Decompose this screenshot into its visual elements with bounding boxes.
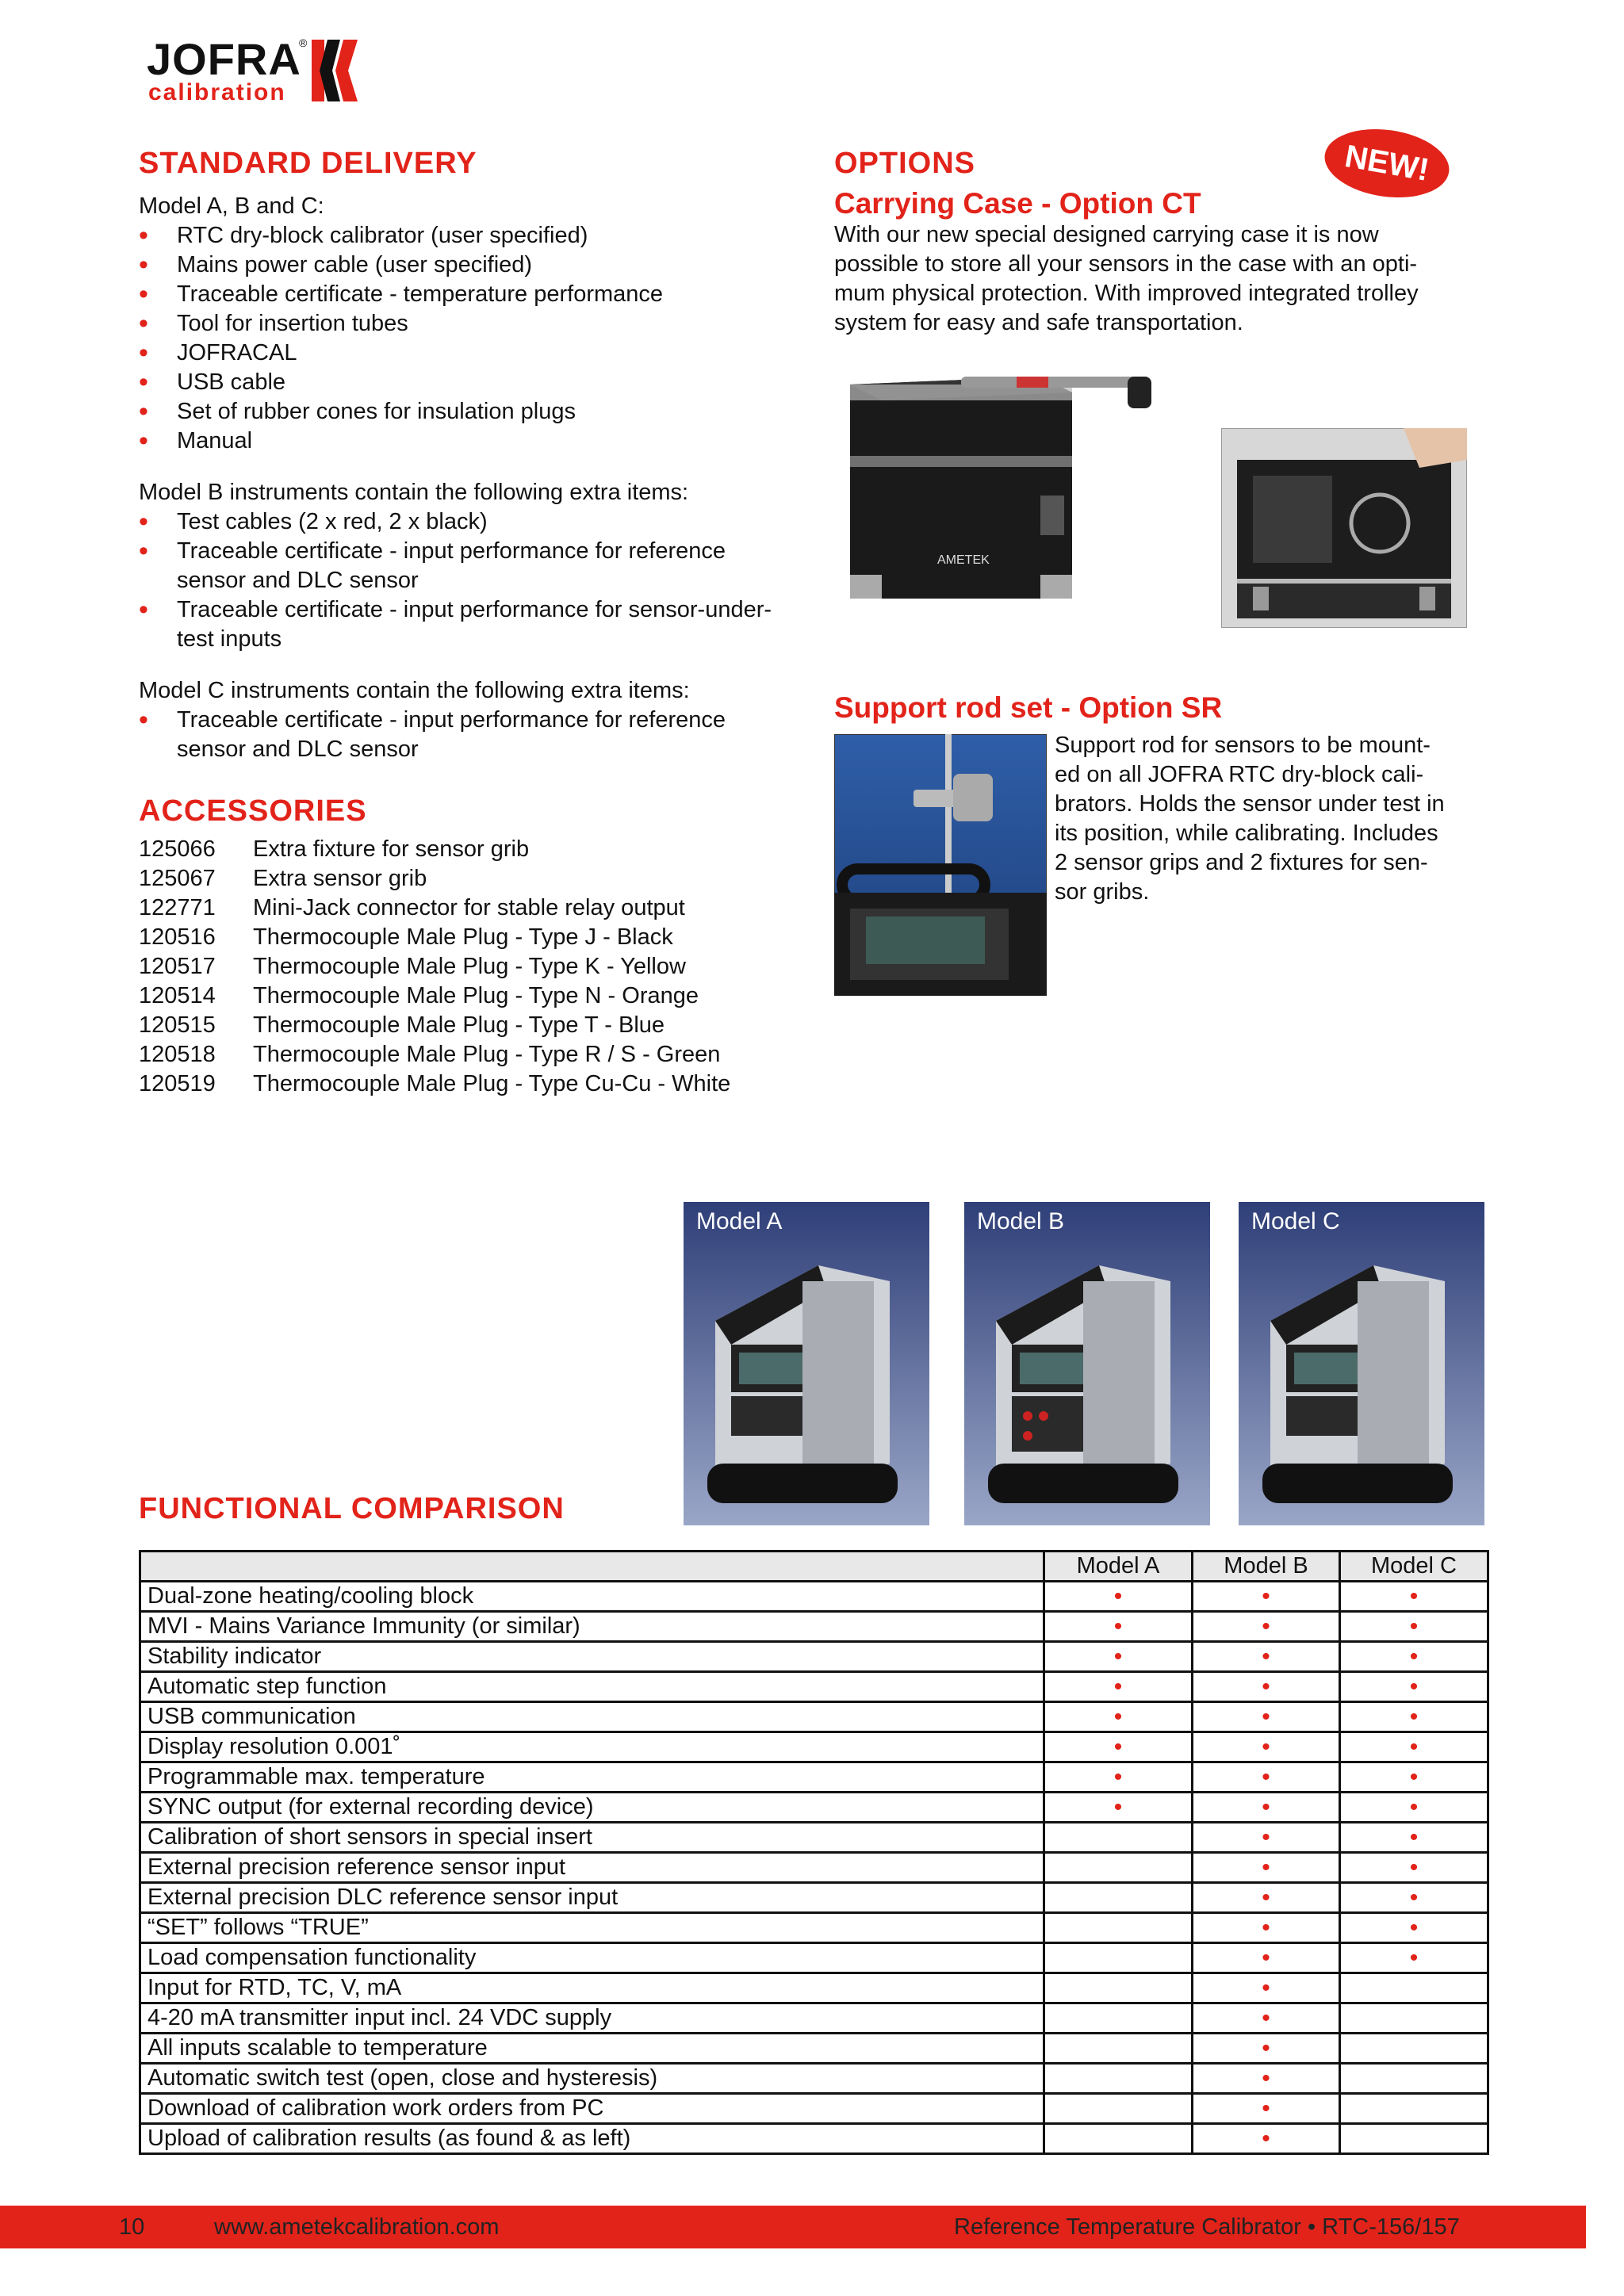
model-a-support-cell [1044, 2064, 1193, 2094]
support-rod-photo [834, 734, 1047, 996]
table-row [140, 2064, 1488, 2094]
model-c-support-cell: • [1340, 1793, 1488, 1823]
model-b-support-cell: • [1193, 1973, 1340, 2003]
table-row [140, 1883, 1488, 1913]
list-item: • Traceable certificate - input performance for reference sensor and DLC sensor [139, 537, 789, 595]
list-item: • RTC dry-block calibrator (user specified) [139, 221, 797, 251]
feature-label: Stability indicator [140, 1642, 1044, 1672]
accessory-code: 120514 [139, 983, 216, 1008]
feature-label: “SET” follows “TRUE” [140, 1913, 1044, 1943]
model-a-support-cell [1044, 1973, 1193, 2003]
model-b-support-cell: • [1193, 1732, 1340, 1762]
header-blank-cell [140, 1552, 1044, 1582]
support-rod-section [834, 691, 1508, 725]
model-a-support-cell: • [1044, 1672, 1193, 1702]
model-a-support-cell: • [1044, 1612, 1193, 1642]
table-header-row [140, 1552, 1488, 1582]
table-row [140, 1732, 1488, 1762]
model-b-intro: Model B instruments contain the following extra items: [139, 480, 689, 505]
description-line: system for easy and safe transportation. [834, 310, 1243, 335]
carrying-case-title: Carrying Case - Option CT [834, 187, 1201, 220]
feature-label: Download of calibration work orders from PC [140, 2094, 1044, 2124]
new-badge [1323, 127, 1451, 200]
accessories-heading: ACCESSORIES [139, 794, 367, 828]
table-row [140, 1823, 1488, 1853]
model-a-support-cell [1044, 2094, 1193, 2124]
description-line: ed on all JOFRA RTC dry-block cali- [1055, 762, 1424, 787]
model-a-support-cell: • [1044, 1582, 1193, 1612]
description-line: mum physical protection. With improved integrated trolley [834, 281, 1419, 306]
accessories-list [139, 835, 797, 1099]
description-line: possible to store all your sensors in the case with an opti- [834, 251, 1418, 277]
description-line: With our new special designed carrying case it is now [834, 222, 1379, 247]
accessory-desc: Thermocouple Male Plug - Type T - Blue [253, 1012, 665, 1038]
table-row [140, 1853, 1488, 1883]
accessory-code: 125067 [139, 866, 216, 891]
model-c-intro: Model C instruments contain the following extra items: [139, 678, 690, 703]
model-c-support-cell: • [1340, 1853, 1488, 1883]
model-c-support-cell [1340, 2124, 1488, 2154]
table-row [140, 2124, 1488, 2154]
case-brand-label: AMETEK [937, 553, 990, 567]
table-row [140, 2094, 1488, 2124]
list-item: • Mains power cable (user specified) [139, 251, 797, 280]
accessory-row [139, 1011, 797, 1040]
accessories-section [139, 794, 797, 1099]
model-c-support-cell: • [1340, 1672, 1488, 1702]
feature-label: External precision DLC reference sensor input [140, 1883, 1044, 1913]
jofra-k-mark-icon [312, 35, 367, 106]
open-case-photo [1221, 428, 1467, 628]
model-c-support-cell [1340, 2003, 1488, 2034]
model-b-support-cell: • [1193, 2124, 1340, 2154]
feature-label: All inputs scalable to temperature [140, 2034, 1044, 2064]
feature-label: SYNC output (for external recording device) [140, 1793, 1044, 1823]
accessory-code: 120515 [139, 1012, 216, 1038]
carrying-case-description [834, 220, 1508, 338]
table-row [140, 1973, 1488, 2003]
accessory-row [139, 835, 797, 864]
calibrator-model-b-icon [964, 1202, 1210, 1525]
accessory-code: 120517 [139, 954, 216, 979]
feature-label: Automatic switch test (open, close and hysteresis) [140, 2064, 1044, 2094]
model-a-support-cell: • [1044, 1793, 1193, 1823]
standard-delivery-section [139, 147, 797, 764]
feature-label: Upload of calibration results (as found & as left) [140, 2124, 1044, 2154]
functional-comparison-heading: FUNCTIONAL COMPARISON [139, 1492, 565, 1525]
model-b-items-list [139, 507, 789, 654]
model-c-items-list [139, 706, 789, 764]
table-row [140, 1582, 1488, 1612]
logo-subtitle: calibration [148, 79, 286, 105]
logo-wordmark: JOFRA [147, 34, 301, 84]
feature-label: Dual-zone heating/cooling block [140, 1582, 1044, 1612]
support-rod-description [1055, 731, 1499, 907]
model-a-caption: Model A [696, 1208, 783, 1234]
standard-intro: Model A, B and C: [139, 193, 324, 219]
list-item: • Tool for insertion tubes [139, 309, 797, 339]
accessory-code: 120516 [139, 924, 216, 950]
model-c-support-cell: • [1340, 1943, 1488, 1973]
logo-registered-mark: ® [299, 36, 308, 49]
header-model-c: Model C [1340, 1552, 1488, 1582]
accessory-row [139, 864, 797, 894]
accessory-row [139, 923, 797, 952]
comparison-table-body [140, 1582, 1488, 2154]
calibrator-model-c-icon [1239, 1202, 1484, 1525]
model-a-support-cell [1044, 1823, 1193, 1853]
standard-delivery-heading: STANDARD DELIVERY [139, 147, 477, 180]
model-b-support-cell: • [1193, 1913, 1340, 1943]
model-b-support-cell: • [1193, 2094, 1340, 2124]
model-a-support-cell [1044, 1913, 1193, 1943]
feature-label: Calibration of short sensors in special insert [140, 1823, 1044, 1853]
feature-label: External precision reference sensor input [140, 1853, 1044, 1883]
table-row [140, 2003, 1488, 2034]
accessory-row [139, 952, 797, 982]
model-c-support-cell: • [1340, 1612, 1488, 1642]
model-c-support-cell [1340, 2094, 1488, 2124]
model-b-support-cell: • [1193, 2064, 1340, 2094]
accessory-code: 120519 [139, 1071, 216, 1096]
model-b-support-cell: • [1193, 1612, 1340, 1642]
model-a-support-cell [1044, 2003, 1193, 2034]
feature-label: USB communication [140, 1702, 1044, 1732]
model-a-support-cell [1044, 2124, 1193, 2154]
model-c-caption: Model C [1251, 1208, 1340, 1234]
standard-items-list [139, 221, 797, 456]
model-b-support-cell: • [1193, 2034, 1340, 2064]
feature-label: 4-20 mA transmitter input incl. 24 VDC supply [140, 2003, 1044, 2034]
table-row [140, 1702, 1488, 1732]
description-line: sor gribs. [1055, 879, 1150, 905]
model-c-support-cell: • [1340, 1642, 1488, 1672]
model-b-support-cell: • [1193, 1762, 1340, 1793]
header-model-b: Model B [1193, 1552, 1340, 1582]
model-b-support-cell: • [1193, 1672, 1340, 1702]
table-row [140, 2034, 1488, 2064]
model-b-support-cell: • [1193, 1582, 1340, 1612]
accessory-row [139, 894, 797, 923]
options-heading: OPTIONS [834, 147, 976, 180]
model-c-photo [1239, 1202, 1484, 1525]
accessory-desc: Mini-Jack connector for stable relay output [253, 895, 685, 920]
accessory-code: 120518 [139, 1042, 216, 1067]
accessory-row [139, 1070, 797, 1099]
list-item: • USB cable [139, 368, 797, 397]
support-rod-title: Support rod set - Option SR [834, 691, 1223, 724]
model-b-support-cell: • [1193, 1702, 1340, 1732]
model-b-support-cell: • [1193, 1793, 1340, 1823]
feature-label: Load compensation functionality [140, 1943, 1044, 1973]
table-row [140, 1943, 1488, 1973]
table-row [140, 1672, 1488, 1702]
list-item: • JOFRACAL [139, 339, 797, 368]
table-row [140, 1612, 1488, 1642]
header-model-a: Model A [1044, 1552, 1193, 1582]
page-number: 10 [119, 2214, 145, 2240]
list-item: • Traceable certificate - input performance for reference sensor and DLC sensor [139, 706, 789, 764]
list-item: • Manual [139, 427, 797, 456]
table-row [140, 1793, 1488, 1823]
table-row [140, 1913, 1488, 1943]
model-c-support-cell: • [1340, 1582, 1488, 1612]
model-a-support-cell: • [1044, 1732, 1193, 1762]
model-b-caption: Model B [977, 1208, 1065, 1234]
new-badge-text: NEW! [1342, 139, 1432, 188]
model-c-support-cell: • [1340, 1883, 1488, 1913]
comparison-table [139, 1550, 1489, 2155]
footer-title: Reference Temperature Calibrator • RTC-156/157 [954, 2214, 1460, 2240]
model-c-support-cell: • [1340, 1732, 1488, 1762]
model-c-support-cell: • [1340, 1762, 1488, 1793]
feature-label: Input for RTD, TC, V, mA [140, 1973, 1044, 2003]
description-line: Support rod for sensors to be mount- [1055, 733, 1431, 758]
model-b-support-cell: • [1193, 2003, 1340, 2034]
list-item: • Traceable certificate - temperature performance [139, 280, 797, 309]
model-a-photo [684, 1202, 929, 1525]
model-c-support-cell [1340, 2064, 1488, 2094]
model-b-support-cell: • [1193, 1853, 1340, 1883]
feature-label: Display resolution 0.001˚ [140, 1732, 1044, 1762]
model-c-support-cell [1340, 2034, 1488, 2064]
accessory-desc: Thermocouple Male Plug - Type K - Yellow [253, 954, 686, 979]
feature-label: MVI - Mains Variance Immunity (or similar) [140, 1612, 1044, 1642]
feature-label: Programmable max. temperature [140, 1762, 1044, 1793]
model-a-support-cell [1044, 1853, 1193, 1883]
model-b-photo [964, 1202, 1210, 1525]
calibrator-model-a-icon [684, 1202, 929, 1525]
list-item: • Set of rubber cones for insulation plugs [139, 397, 797, 427]
accessory-row [139, 1040, 797, 1070]
description-line: brators. Holds the sensor under test in [1055, 791, 1445, 817]
model-c-support-cell: • [1340, 1702, 1488, 1732]
footer-url: www.ametekcalibration.com [214, 2214, 500, 2240]
jofra-logo [147, 32, 385, 111]
description-line: 2 sensor grips and 2 fixtures for sen- [1055, 850, 1428, 875]
model-c-support-cell [1340, 1973, 1488, 2003]
model-b-support-cell: • [1193, 1943, 1340, 1973]
carrying-case-photo [834, 361, 1215, 614]
accessory-row [139, 982, 797, 1011]
model-a-support-cell: • [1044, 1762, 1193, 1793]
table-row [140, 1642, 1488, 1672]
accessory-code: 125066 [139, 836, 216, 862]
list-item: • Test cables (2 x red, 2 x black) [139, 507, 789, 537]
model-b-support-cell: • [1193, 1823, 1340, 1853]
model-b-support-cell: • [1193, 1883, 1340, 1913]
accessory-desc: Thermocouple Male Plug - Type R / S - Green [253, 1042, 721, 1067]
accessory-desc: Extra fixture for sensor grib [253, 836, 530, 862]
accessory-desc: Thermocouple Male Plug - Type J - Black [253, 924, 673, 950]
model-a-support-cell [1044, 1883, 1193, 1913]
model-a-support-cell: • [1044, 1642, 1193, 1672]
list-item: • Traceable certificate - input performance for sensor-under-test inputs [139, 595, 789, 654]
accessory-desc: Thermocouple Male Plug - Type N - Orange [253, 983, 699, 1008]
accessory-code: 122771 [139, 895, 216, 920]
accessory-desc: Extra sensor grib [253, 866, 427, 891]
footer-bar [0, 2206, 1586, 2248]
model-a-support-cell [1044, 2034, 1193, 2064]
description-line: its position, while calibrating. Includes [1055, 821, 1438, 846]
feature-label: Automatic step function [140, 1672, 1044, 1702]
accessory-desc: Thermocouple Male Plug - Type Cu-Cu - White [253, 1071, 731, 1096]
model-b-support-cell: • [1193, 1642, 1340, 1672]
model-c-support-cell: • [1340, 1823, 1488, 1853]
table-row [140, 1762, 1488, 1793]
model-a-support-cell: • [1044, 1702, 1193, 1732]
model-a-support-cell [1044, 1943, 1193, 1973]
model-c-support-cell: • [1340, 1913, 1488, 1943]
